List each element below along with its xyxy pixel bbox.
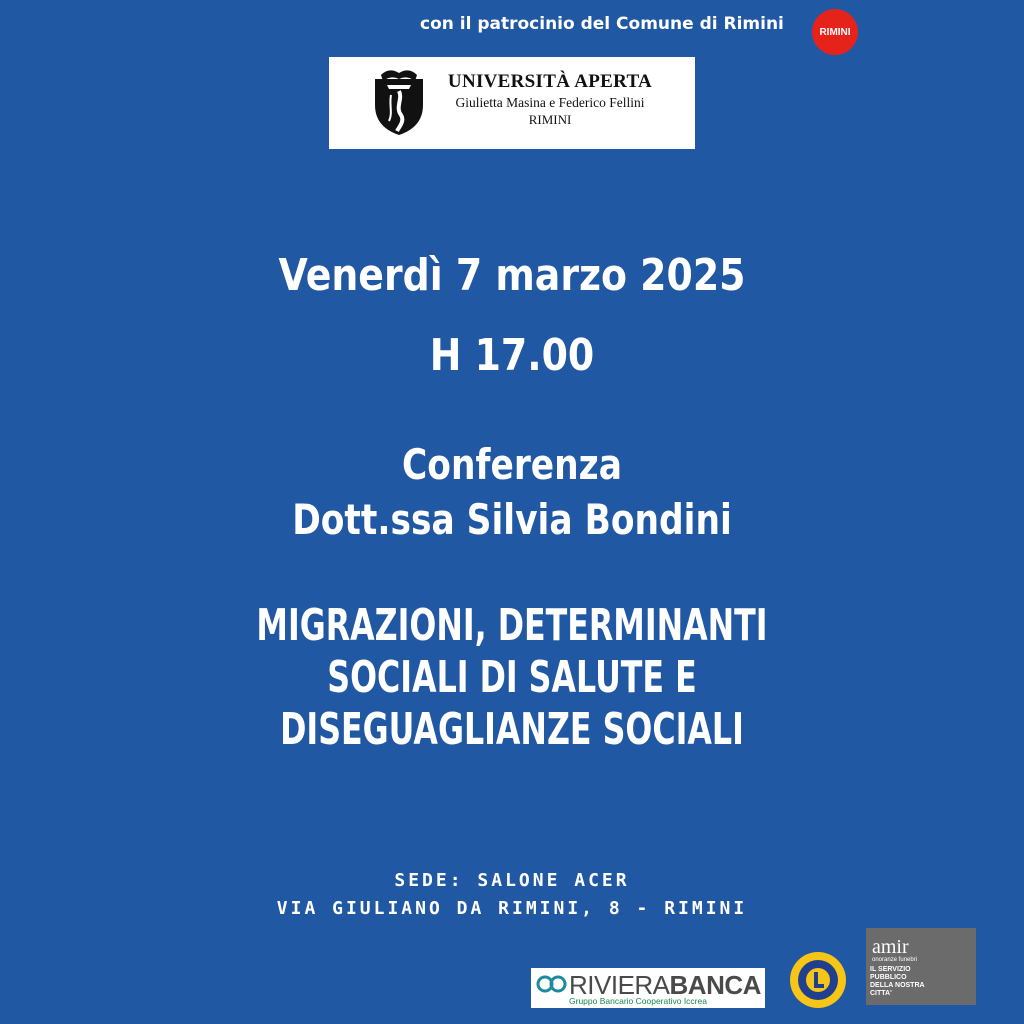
event-type: Conferenza: [402, 440, 622, 489]
university-crest-icon: [369, 65, 429, 137]
topic-line: DISEGUAGLIANZE SOCIALI: [280, 704, 744, 755]
event-time: H 17.00: [429, 330, 595, 381]
rimini-city-badge: RIMINI: [812, 9, 858, 55]
rivierabanca-logo: [531, 968, 765, 1008]
topic-line: SOCIALI DI SALUTE E: [327, 652, 697, 703]
university-city: RIMINI: [528, 112, 572, 127]
university-title: UNIVERSITÀ APERTA: [447, 71, 653, 92]
event-date: Venerdì 7 marzo 2025: [278, 250, 746, 301]
event-topic: [143, 600, 880, 756]
rivierabanca-name: RIVIERABANCA: [569, 970, 761, 1000]
event-speaker: Dott.ssa Silvia Bondini: [292, 495, 732, 544]
rivierabanca-mark-icon: [535, 974, 569, 994]
venue-name: SEDE: SALONE ACER: [394, 870, 630, 891]
lions-club-icon: [788, 950, 848, 1010]
venue-address: VIA GIULIANO DA RIMINI, 8 - RIMINI: [276, 898, 748, 919]
patronage-text: con il patrocinio del Comune di Rimini: [420, 14, 784, 34]
amir-logo: [866, 928, 976, 1005]
university-subtitle: Giulietta Masina e Federico Fellini: [455, 95, 645, 110]
topic-line: MIGRAZIONI, DETERMINANTI: [256, 600, 768, 651]
university-logo: [329, 57, 695, 149]
amir-slogan: IL SERVIZIO PUBBLICO DELLA NOSTRA CITTA': [870, 966, 925, 997]
rivierabanca-subtitle: Gruppo Bancario Cooperativo Iccrea: [569, 996, 707, 1006]
amir-subtitle: onoranze funebri: [872, 957, 918, 963]
amir-name: amir: [872, 936, 909, 958]
